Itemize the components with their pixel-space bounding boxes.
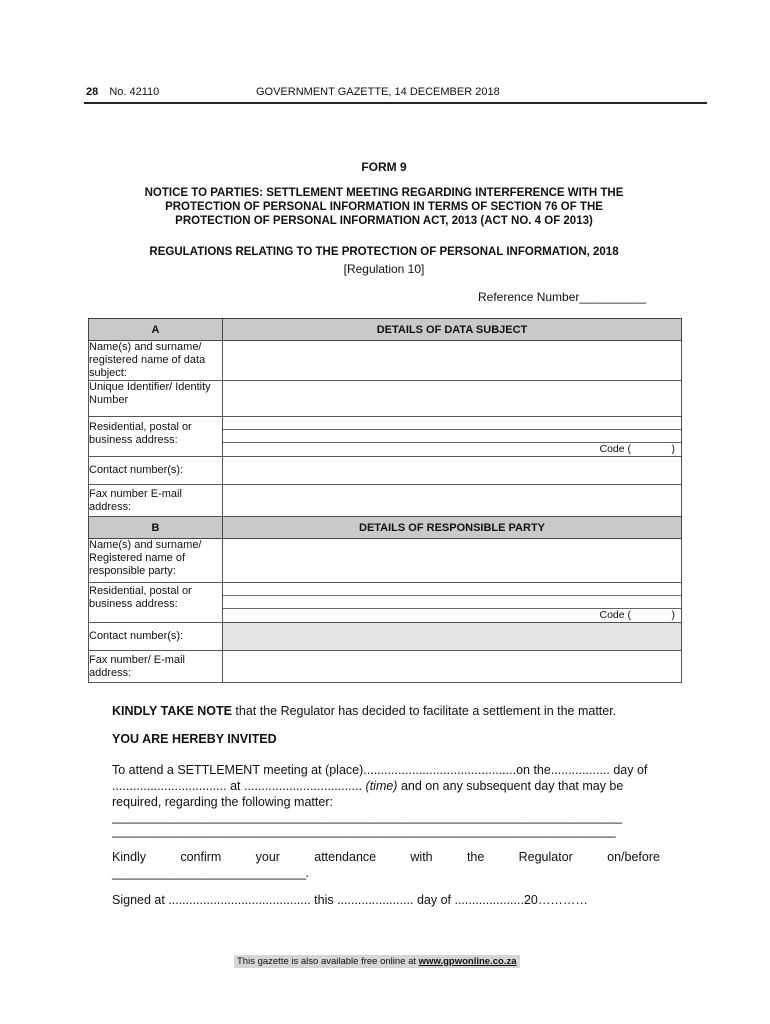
footer-link[interactable]: www.gpwonline.co.za — [418, 956, 517, 967]
code-label: Code ( — [599, 609, 631, 621]
address-line[interactable] — [223, 417, 681, 430]
take-note-text: that the Regulator has decided to facilitate a settlement in the matter. — [231, 704, 617, 718]
address-line[interactable] — [223, 583, 681, 596]
regulations-heading: REGULATIONS RELATING TO THE PROTECTION OF PERSONAL INFORMATION, 2018 — [149, 246, 619, 258]
section-letter: B — [89, 517, 223, 539]
field-label: Residential, postal or business address: — [89, 417, 223, 457]
field-label: Fax number/ E-mail address: — [89, 651, 223, 683]
take-note-bold: KINDLY TAKE NOTE — [112, 704, 232, 718]
gazette-title: GOVERNMENT GAZETTE, 14 DECEMBER 2018 — [256, 86, 500, 98]
table-row — [89, 341, 682, 381]
field-label: Unique Identifier/ Identity Number — [89, 381, 223, 417]
matter-line[interactable]: _______________________________________________________________________________ — [112, 810, 622, 824]
attend-paragraph — [112, 762, 660, 810]
responsible-party-contact-field[interactable] — [223, 623, 682, 651]
confirm-row — [112, 850, 660, 864]
identity-number-field[interactable] — [223, 381, 682, 417]
take-note-paragraph — [112, 704, 660, 718]
section-heading: DETAILS OF DATA SUBJECT — [223, 319, 682, 341]
confirm-word: Kindly — [112, 850, 147, 864]
responsible-party-fax-email-field[interactable] — [223, 651, 682, 683]
data-subject-name-field[interactable] — [223, 341, 682, 381]
data-subject-fax-email-field[interactable] — [223, 485, 682, 517]
gazette-footer — [234, 955, 520, 968]
postal-code-field[interactable] — [223, 609, 681, 622]
table-row — [89, 485, 682, 517]
data-subject-address-field[interactable] — [223, 417, 682, 457]
field-label: Residential, postal or business address: — [89, 583, 223, 623]
page-number: 28 — [86, 86, 99, 98]
table-row — [89, 381, 682, 417]
issue-number: No. 42110 — [109, 86, 160, 98]
confirm-word: the — [466, 850, 485, 864]
invited-heading: YOU ARE HEREBY INVITED — [112, 732, 277, 746]
address-line[interactable] — [223, 596, 681, 609]
notice-line: NOTICE TO PARTIES: SETTLEMENT MEETING REGARDING INTERFERENCE WITH THE — [144, 187, 624, 199]
notice-line: PROTECTION OF PERSONAL INFORMATION IN TERMS OF SECTION 76 OF THE — [165, 201, 603, 213]
address-line[interactable] — [223, 430, 681, 443]
code-close: ) — [671, 609, 675, 621]
table-row — [89, 539, 682, 583]
field-label: Contact number(s): — [89, 457, 223, 485]
notice-heading — [84, 186, 684, 228]
gazette-header — [86, 86, 500, 98]
confirm-word: Regulator — [518, 850, 573, 864]
attend-text-end: and on any subsequent day that may be required, regarding the following matter: — [112, 779, 624, 809]
table-row — [89, 583, 682, 623]
code-label: Code ( — [599, 443, 631, 455]
signed-line[interactable]: Signed at ......................................... this ...................... day of ....................20………… — [112, 893, 588, 907]
confirm-date-line[interactable]: ______________________________. — [112, 866, 309, 880]
attend-text: To attend a SETTLEMENT meeting at (place)............................................on the................. day of ................................. at .................................. — [112, 763, 648, 793]
section-letter: A — [89, 319, 223, 341]
responsible-party-address-field[interactable] — [223, 583, 682, 623]
section-b-header — [89, 517, 682, 539]
matter-line[interactable]: ______________________________________________________________________________ — [112, 824, 616, 838]
reference-number-field[interactable]: Reference Number__________ — [478, 290, 647, 304]
details-table — [88, 318, 682, 683]
regulation-number: [Regulation 10] — [343, 262, 425, 276]
table-row — [89, 457, 682, 485]
form-title: FORM 9 — [361, 160, 407, 174]
table-row — [89, 623, 682, 651]
field-label: Contact number(s): — [89, 623, 223, 651]
attend-time: (time) — [365, 779, 398, 793]
postal-code-field[interactable] — [223, 443, 681, 456]
confirm-word: attendance — [314, 850, 377, 864]
header-rule — [84, 102, 707, 104]
table-row — [89, 417, 682, 457]
field-label: Name(s) and surname/ registered name of data subject: — [89, 341, 223, 381]
notice-line: PROTECTION OF PERSONAL INFORMATION ACT, 2013 (ACT NO. 4 OF 2013) — [175, 215, 593, 227]
responsible-party-name-field[interactable] — [223, 539, 682, 583]
data-subject-contact-field[interactable] — [223, 457, 682, 485]
confirm-word: your — [255, 850, 280, 864]
table-row — [89, 651, 682, 683]
code-close: ) — [671, 443, 675, 455]
section-heading: DETAILS OF RESPONSIBLE PARTY — [223, 517, 682, 539]
field-label: Fax number E-mail address: — [89, 485, 223, 517]
footer-text: This gazette is also available free online at — [237, 956, 419, 967]
confirm-word: on/before — [607, 850, 660, 864]
section-a-header — [89, 319, 682, 341]
confirm-word: with — [410, 850, 433, 864]
field-label: Name(s) and surname/ Registered name of responsible party: — [89, 539, 223, 583]
confirm-word: confirm — [180, 850, 222, 864]
